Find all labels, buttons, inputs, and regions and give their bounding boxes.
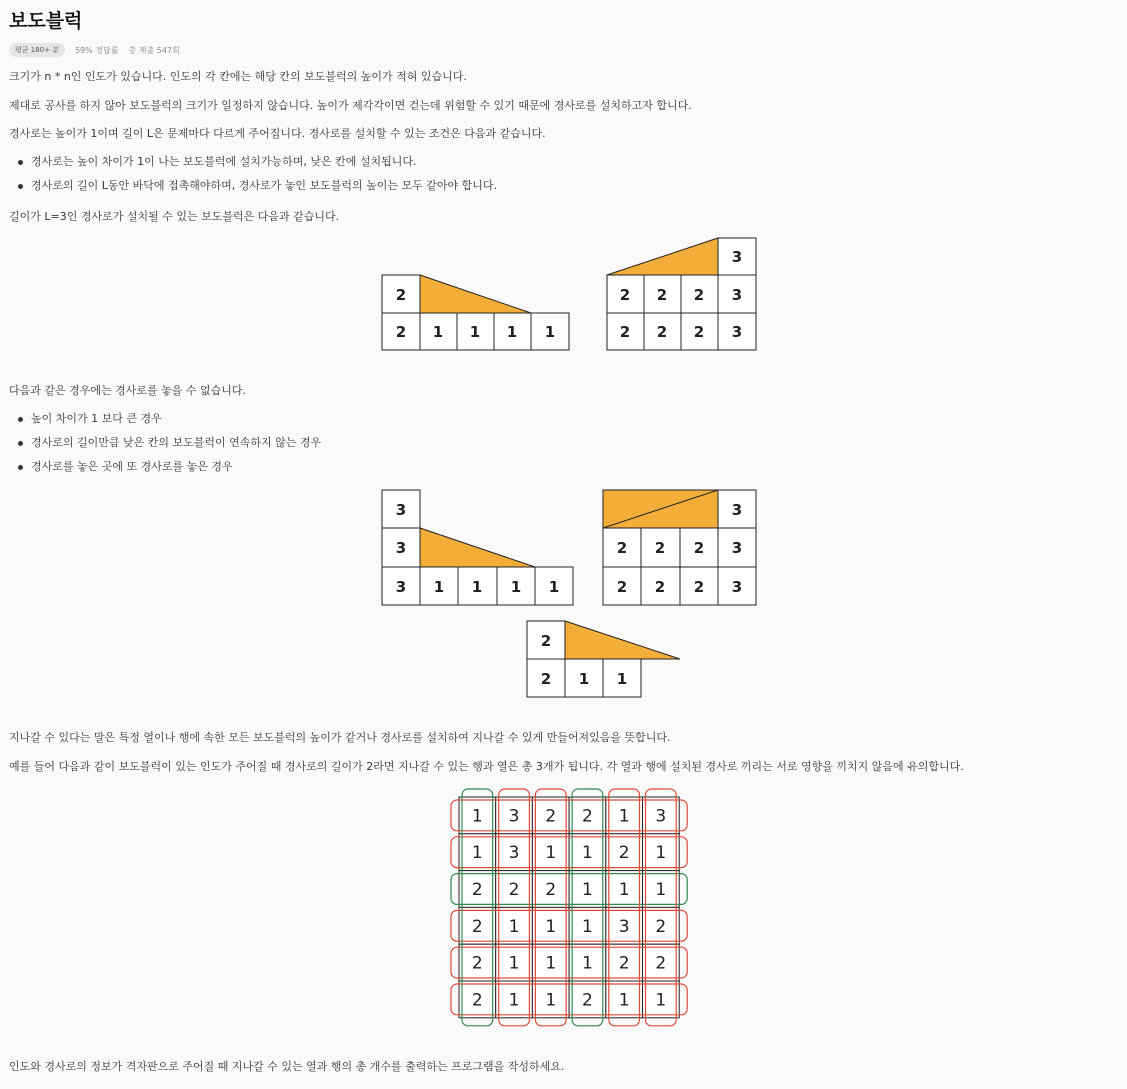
paragraph-valid-examples: 길이가 L=3인 경사로가 설치될 수 있는 보도블럭은 다음과 같습니다. <box>9 210 340 223</box>
grid-cell-value: 3 <box>655 806 667 827</box>
grid-cell-value: 2 <box>471 916 483 937</box>
block-height: 3 <box>395 539 407 557</box>
grid-cell-value: 2 <box>471 990 483 1011</box>
problem-title: 보도블럭 <box>9 10 83 32</box>
grid-cell-value: 3 <box>618 916 630 937</box>
block-height: 2 <box>656 286 668 304</box>
block-height: 1 <box>506 323 518 341</box>
grid-cell-value: 1 <box>582 916 593 937</box>
block-height: 1 <box>578 670 590 688</box>
valid-ramp-example-1 <box>382 275 569 350</box>
block-height: 3 <box>395 501 407 519</box>
grid-cell-value: 1 <box>471 806 483 827</box>
ramp <box>420 528 535 567</box>
list-item: 경사로의 길이만큼 낮은 칸의 보도블럭이 연속하지 않는 경우 <box>9 435 321 459</box>
block-height: 2 <box>395 286 407 304</box>
block-height: 2 <box>540 670 552 688</box>
block-height: 3 <box>731 286 743 304</box>
grid-cell-value: 1 <box>582 880 593 900</box>
list-item: 경사로를 놓은 곳에 또 경사로를 놓은 경우 <box>9 459 321 483</box>
grid-cell-value: 2 <box>618 843 630 864</box>
grid-cell-value: 1 <box>545 916 557 937</box>
grid-cell-value: 2 <box>655 953 667 974</box>
block-height: 3 <box>731 248 743 266</box>
grid-cell-value: 2 <box>582 806 593 827</box>
example-grid <box>451 789 687 1026</box>
block-height: 1 <box>548 578 560 596</box>
grid-cell-value: 3 <box>508 843 520 864</box>
ramp <box>607 238 718 275</box>
grid-cell-value: 1 <box>655 990 667 1011</box>
block-height: 2 <box>656 323 668 341</box>
grid-cell-value: 2 <box>618 953 630 974</box>
block-height: 2 <box>616 539 628 557</box>
block-height: 2 <box>395 323 407 341</box>
paragraph-intro: 크기가 n * n인 인도가 있습니다. 인도의 각 칸에는 해당 칸의 보도블럭의 높이가 적혀 있습니다. <box>9 70 467 83</box>
grid-cell-value: 1 <box>582 953 593 974</box>
ramp <box>565 621 680 659</box>
grid-cell-value: 1 <box>655 843 667 864</box>
paragraph-task: 인도와 경사로의 정보가 격자판으로 주어질 때 지나갈 수 있는 열과 행의 총 개수를 출력하는 프로그램을 작성하세요. <box>9 1060 565 1073</box>
grid-cell-value: 2 <box>545 806 557 827</box>
grid-cell-value: 1 <box>508 953 520 974</box>
grid-cell-value: 2 <box>655 916 667 937</box>
invalid-height-difference-example <box>382 490 573 605</box>
block-height: 2 <box>693 286 705 304</box>
block-height: 2 <box>654 578 666 596</box>
block-height: 1 <box>510 578 522 596</box>
grid-cell-value: 1 <box>545 990 557 1011</box>
grid-cell-value: 2 <box>545 880 557 900</box>
block-height: 2 <box>619 286 631 304</box>
block-height: 2 <box>619 323 631 341</box>
grid-cell-value: 3 <box>508 806 520 827</box>
block-height: 1 <box>616 670 628 688</box>
block-height: 3 <box>731 323 743 341</box>
grid-cell-value: 2 <box>582 990 593 1011</box>
paragraph-invalid-intro: 다음과 같은 경우에는 경사로를 놓을 수 없습니다. <box>9 384 246 397</box>
accuracy-stat: 59% 정답률 <box>74 45 119 55</box>
grid-cell-value: 1 <box>618 990 630 1011</box>
valid-ramp-example-2 <box>607 238 756 350</box>
block-height: 3 <box>731 501 743 519</box>
block-height: 1 <box>471 578 483 596</box>
grid-cell-value: 1 <box>582 843 593 864</box>
time-badge: 평균 180+ 분 <box>9 43 65 57</box>
block-height: 3 <box>395 578 407 596</box>
block-height: 2 <box>693 323 705 341</box>
grid-cell-value: 1 <box>545 843 557 864</box>
grid-cell-value: 2 <box>508 880 520 900</box>
list-item: 경사로는 높이 차이가 1이 나는 보도블럭에 설치가능하며, 낮은 칸에 설치됩니다. <box>9 154 497 178</box>
paragraph-passable-definition: 지나갈 수 있다는 말은 특정 열이나 행에 속한 모든 보도블럭의 높이가 같거나 경사로를 설치하여 지나갈 수 있게 만들어져있음을 뜻합니다. <box>9 731 671 744</box>
grid-cell-value: 2 <box>471 880 483 900</box>
block-height: 1 <box>544 323 556 341</box>
paragraph-problem: 제대로 공사를 하지 않아 보도블럭의 크기가 일정하지 않습니다. 높이가 제각각이면 걷는데 위험할 수 있기 때문에 경사로를 설치하고자 합니다. <box>9 99 692 112</box>
block-height: 1 <box>432 323 444 341</box>
grid-cell-value: 1 <box>618 880 630 900</box>
block-height: 1 <box>469 323 481 341</box>
block-height: 3 <box>731 578 743 596</box>
grid-cell-value: 1 <box>508 990 520 1011</box>
block-height: 2 <box>693 578 705 596</box>
paragraph-ramp-rule: 경사로는 높이가 1이며 길이 L은 문제마다 다르게 주어집니다. 경사로를 설치할 수 있는 조건은 다음과 같습니다. <box>9 127 546 140</box>
list-item: 경사로의 길이 L동안 바닥에 접촉해야하며, 경사로가 놓인 보도블럭의 높이는 모두 같아야 합니다. <box>9 178 497 202</box>
submission-stat: 총 제출 547회 <box>128 45 180 55</box>
block-height: 3 <box>731 539 743 557</box>
paragraph-example: 예를 들어 다음과 같이 보도블럭이 있는 인도가 주어질 때 경사로의 길이가 2라면 지나갈 수 있는 행과 열은 총 3개가 됩니다. 각 열과 행에 설치된 경사로 끼리는 서로 영향을 끼치지 않음에 유의합니다. <box>9 760 964 773</box>
grid-cell-value: 1 <box>618 806 630 827</box>
list-item: 높이 차이가 1 보다 큰 경우 <box>9 411 321 435</box>
block-height: 2 <box>654 539 666 557</box>
grid-cell-value: 1 <box>545 953 557 974</box>
block-height: 2 <box>540 632 552 650</box>
grid-cell-value: 1 <box>508 916 520 937</box>
invalid-short-run-example <box>527 621 680 697</box>
grid-cell-value: 1 <box>471 843 483 864</box>
block-height: 1 <box>433 578 445 596</box>
block-height: 2 <box>693 539 705 557</box>
grid-cell-value: 1 <box>655 880 667 900</box>
ramp <box>420 275 531 313</box>
block-height: 2 <box>616 578 628 596</box>
grid-cell-value: 2 <box>471 953 483 974</box>
invalid-overlapping-ramp-example <box>603 490 756 605</box>
